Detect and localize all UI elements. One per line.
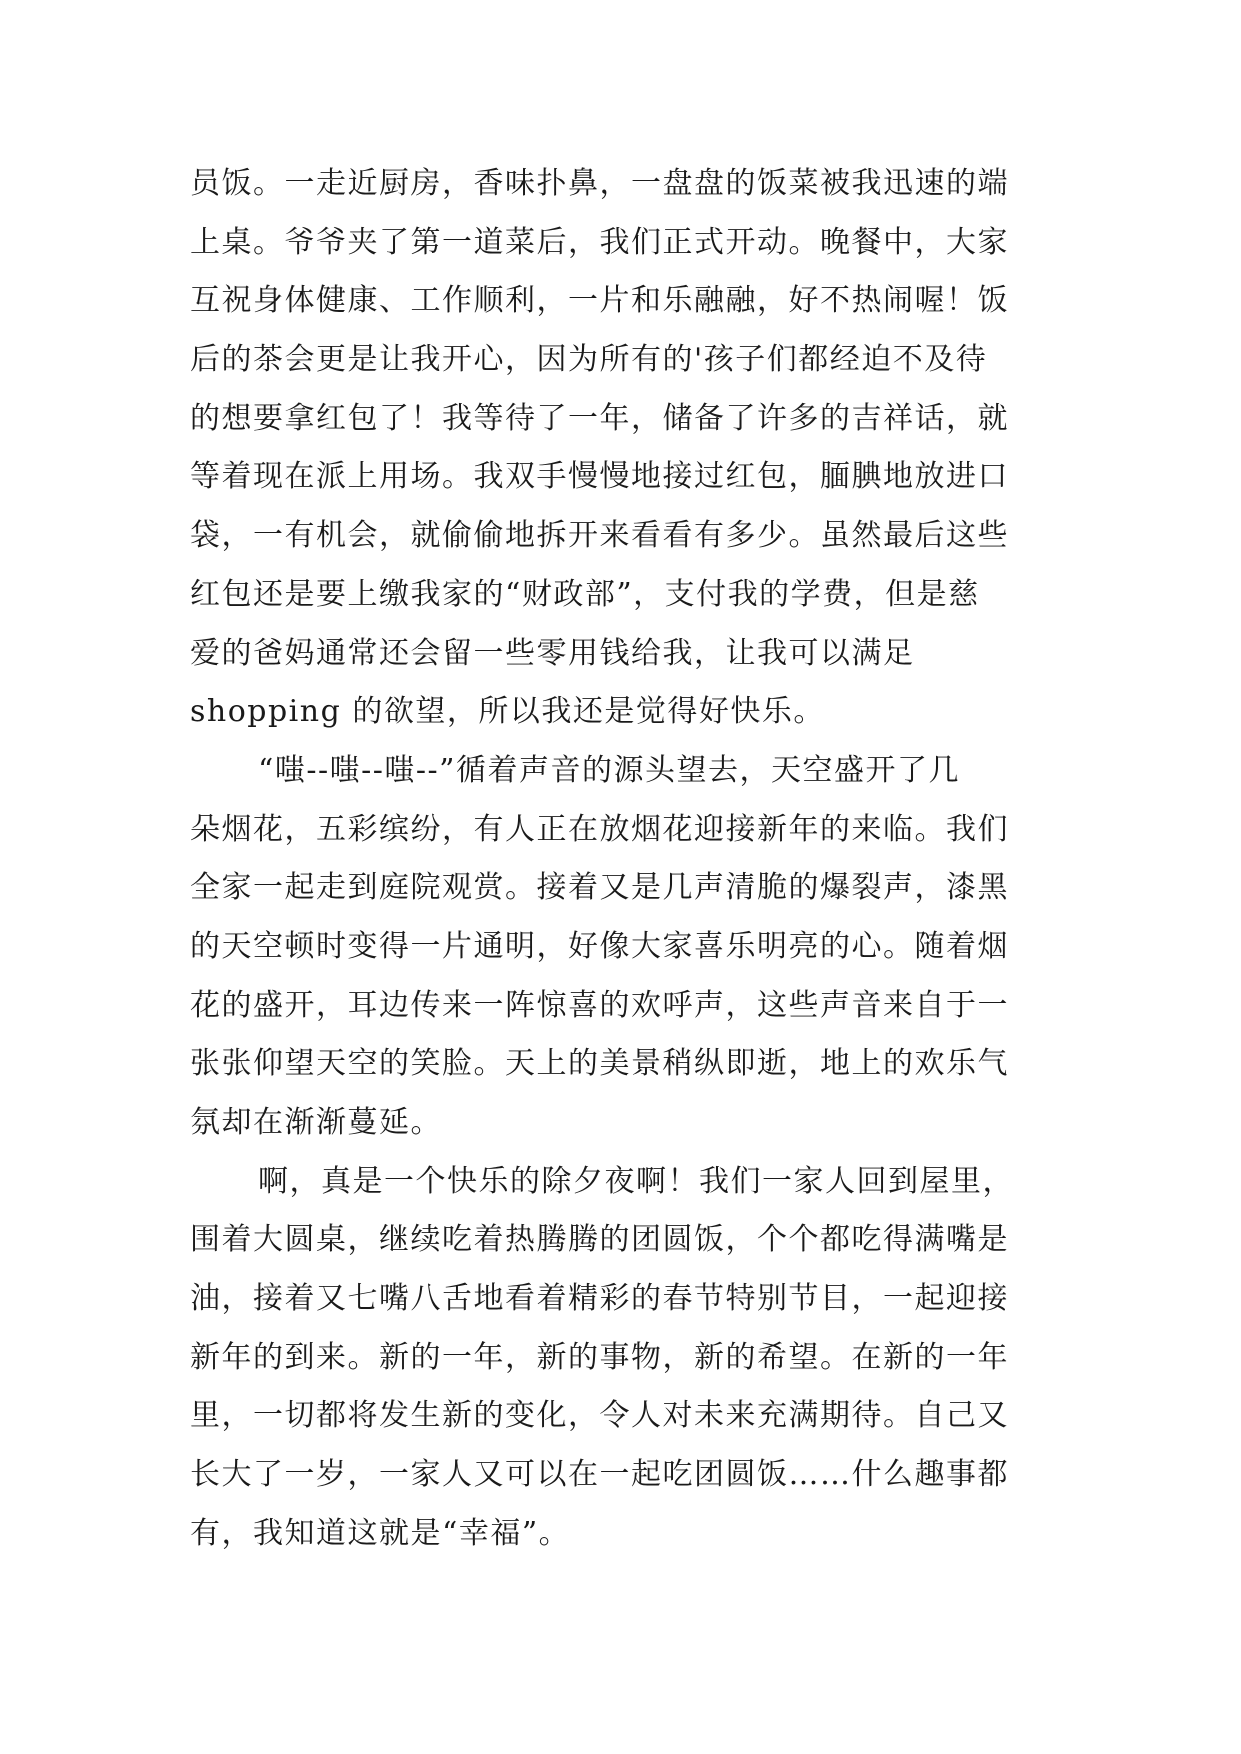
- text-line: 全家一起走到庭院观赏。接着又是几声清脆的爆裂声，漆黑: [190, 870, 1009, 906]
- body-text: [190, 155, 1060, 1564]
- text-line: 有，我知道这就是“幸福”。: [190, 1515, 571, 1551]
- text-line: 红包还是要上缴我家的“财政部”，支付我的学费，但是慈: [190, 576, 980, 612]
- text-line: 上桌。爷爷夹了第一道菜后，我们正式开动。晚餐中，大家: [190, 224, 1009, 260]
- text-line: 里，一切都将发生新的变化，令人对未来充满期待。自己又: [190, 1398, 1009, 1434]
- text-line: 袋，一有机会，就偷偷地拆开来看看有多少。虽然最后这些: [190, 518, 1009, 554]
- text-line: 新年的到来。新的一年，新的事物，新的希望。在新的一年: [190, 1339, 1009, 1375]
- text-line: shopping 的欲望，所以我还是觉得好快乐。: [190, 694, 825, 730]
- text-line: 的天空顿时变得一片通明，好像大家喜乐明亮的心。随着烟: [190, 928, 1009, 964]
- text-line: 围着大圆桌，继续吃着热腾腾的团圆饭，个个都吃得满嘴是: [190, 1222, 1009, 1258]
- text-line: 朵烟花，五彩缤纷，有人正在放烟花迎接新年的来临。我们: [190, 811, 1009, 847]
- text-line: 员饭。一走近厨房，香味扑鼻，一盘盘的饭菜被我迅速的端: [190, 166, 1009, 201]
- text-line: 后的茶会更是让我开心，因为所有的'孩子们都经迫不及待: [190, 342, 988, 378]
- paragraph-start-line: “嗤--嗤--嗤--”循着声音的源头望去，天空盛开了几: [258, 752, 960, 788]
- text-line: 张张仰望天空的笑脸。天上的美景稍纵即逝，地上的欢乐气: [190, 1046, 1009, 1082]
- text-line: 长大了一岁，一家人又可以在一起吃团圆饭……什么趣事都: [190, 1457, 1009, 1493]
- text-line: 氛却在渐渐蔓延。: [190, 1105, 442, 1140]
- text-line: 等着现在派上用场。我双手慢慢地接过红包，腼腆地放进口: [190, 459, 1009, 495]
- text-line: 互祝身体健康、工作顺利，一片和乐融融，好不热闹喔！饭: [190, 283, 1009, 319]
- text-line: 的想要拿红包了！我等待了一年，储备了许多的吉祥话，就: [190, 400, 1009, 436]
- text-line: 油，接着又七嘴八舌地看着精彩的春节特别节目，一起迎接: [190, 1281, 1009, 1317]
- text-line: 花的盛开，耳边传来一阵惊喜的欢呼声，这些声音来自于一: [190, 987, 1009, 1023]
- paragraph-start-line: 啊，真是一个快乐的除夕夜啊！我们一家人回到屋里，: [258, 1163, 1014, 1199]
- text-line: 爱的爸妈通常还会留一些零用钱给我，让我可以满足: [190, 635, 915, 671]
